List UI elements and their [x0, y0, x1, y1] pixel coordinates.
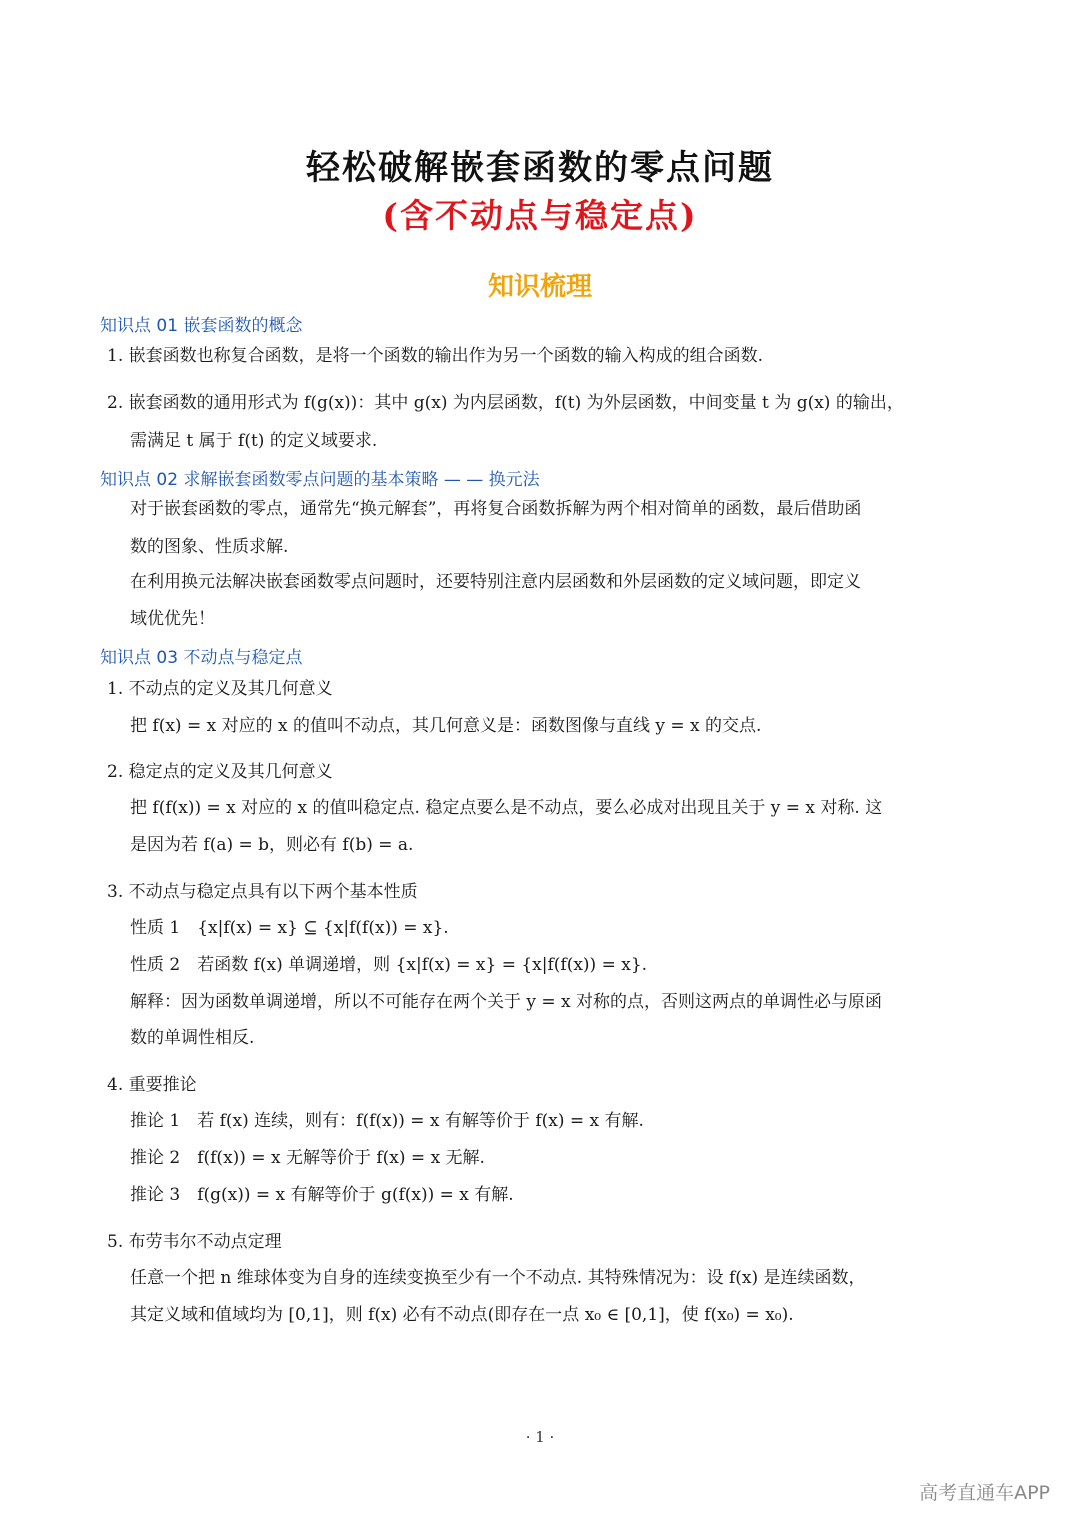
kp3-s4-title: 4. 重要推论: [107, 1075, 197, 1095]
kp3-s2-title: 2. 稳定点的定义及其几何意义: [107, 762, 333, 782]
kp2-p2-line2: 域优优先！: [130, 609, 215, 629]
page-number: · 1 ·: [525, 1428, 555, 1446]
kp3-s5-title: 5. 布劳韦尔不动点定理: [107, 1232, 282, 1252]
kp3-s2-body1: 把 f(f(x)) = x 对应的 x 的值叫稳定点. 稳定点要么是不动点，要么必成对出现且关于 y = x 对称. 这: [130, 798, 883, 818]
kp3-s4-corollary3: 推论 3 f(g(x)) = x 有解等价于 g(f(x)) = x 有解.: [130, 1185, 514, 1205]
document-subtitle: (含不动点与稳定点): [382, 196, 698, 235]
kp1-item2-line2: 需满足 t 属于 f(t) 的定义域要求.: [130, 431, 378, 451]
kp3-heading: 知识点 03 不动点与稳定点: [100, 648, 303, 668]
kp3-s5-body2: 其定义域和值域均为 [0,1]，则 f(x) 必有不动点(即存在一点 x₀ ∈ [0,1]，使 f(x₀) = x₀).: [130, 1305, 794, 1325]
kp3-s5-body1: 任意一个把 n 维球体变为自身的连续变换至少有一个不动点. 其特殊情况为：设 f(x) 是连续函数，: [130, 1268, 866, 1288]
kp3-s2-body2: 是因为若 f(a) = b，则必有 f(b) = a.: [130, 835, 414, 855]
kp3-s3-property2: 性质 2 若函数 f(x) 单调递增，则 {x|f(x) = x} = {x|f(f(x)) = x}.: [130, 955, 648, 975]
kp3-s3-explain1: 解释：因为函数单调递增，所以不可能存在两个关于 y = x 对称的点，否则这两点的单调性必与原函: [130, 992, 883, 1012]
kp2-p2-line1: 在利用换元法解决嵌套函数零点问题时，还要特别注意内层函数和外层函数的定义域问题，即定义: [130, 572, 861, 592]
document-title: 轻松破解嵌套函数的零点问题: [306, 148, 774, 188]
kp2-heading: 知识点 02 求解嵌套函数零点问题的基本策略 — — 换元法: [100, 470, 540, 490]
kp3-s3-explain2: 数的单调性相反.: [130, 1028, 255, 1048]
section-heading: 知识梳理: [487, 272, 592, 302]
kp1-item1: 1. 嵌套函数也称复合函数，是将一个函数的输出作为另一个函数的输入构成的组合函数.: [107, 346, 764, 366]
kp3-s1-body: 把 f(x) = x 对应的 x 的值叫不动点，其几何意义是：函数图像与直线 y = x 的交点.: [130, 716, 762, 736]
kp1-heading: 知识点 01 嵌套函数的概念: [100, 316, 303, 336]
kp2-p1-line2: 数的图象、性质求解.: [130, 537, 289, 557]
kp3-s3-title: 3. 不动点与稳定点具有以下两个基本性质: [107, 882, 418, 902]
kp2-p1-line1: 对于嵌套函数的零点，通常先“换元解套”，再将复合函数拆解为两个相对简单的函数，最后借助函: [130, 499, 862, 519]
kp3-s3-property1: 性质 1 {x|f(x) = x} ⊆ {x|f(f(x)) = x}.: [130, 918, 449, 938]
kp1-item2-line1: 2. 嵌套函数的通用形式为 f(g(x))：其中 g(x) 为内层函数，f(t) 为外层函数，中间变量 t 为 g(x) 的输出，: [107, 393, 904, 413]
app-watermark: 高考直通车APP: [919, 1482, 1050, 1504]
kp3-s1-title: 1. 不动点的定义及其几何意义: [107, 679, 333, 699]
kp3-s4-corollary2: 推论 2 f(f(x)) = x 无解等价于 f(x) = x 无解.: [130, 1148, 485, 1168]
kp3-s4-corollary1: 推论 1 若 f(x) 连续，则有：f(f(x)) = x 有解等价于 f(x) = x 有解.: [130, 1111, 644, 1131]
